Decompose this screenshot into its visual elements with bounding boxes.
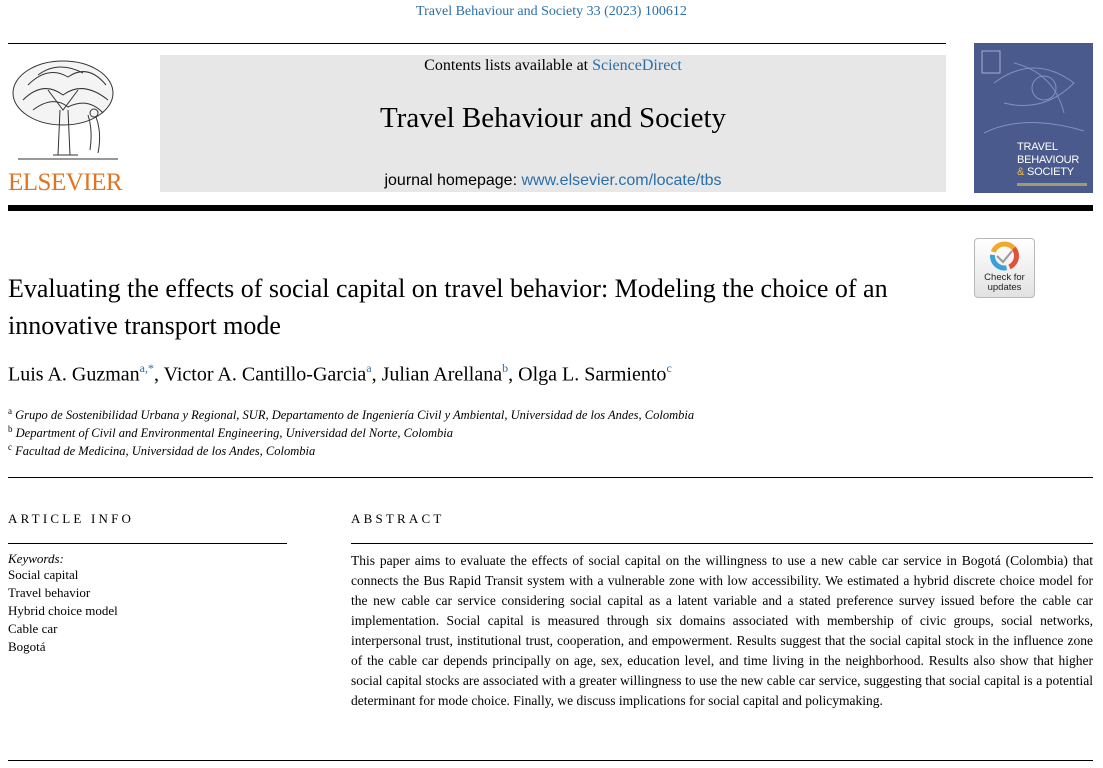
affiliation-a: $^a$ Grupo de Sostenibilidad Urbana y Regional, SUR, Departamento de Ingeniería Civil y Ambiental, Universidad de los Andes, Colombia [8,406,695,423]
journal-citation[interactable]: Travel Behaviour and Society 33 (2023) 100612 [416,4,687,19]
article-title: Evaluating the effects of social capital on travel behavior: Modeling the choice of an innovative transport mode [8,274,888,340]
article-info-rule [8,543,287,544]
cover-title: TRAVEL BEHAVIOUR & SOCIETY [1017,141,1080,178]
sciencedirect-link[interactable]: ScienceDirect [592,57,682,74]
author-name[interactable]: Olga L. Sarmiento [518,363,667,386]
publisher-name: ELSEVIER [8,169,123,196]
elsevier-logo[interactable] [8,55,133,195]
affiliation-c: $^c$ Facultad de Medicina, Universidad de los Andes, Colombia [8,442,316,459]
check-for-updates-button[interactable] [974,238,1035,298]
homepage-line [160,172,946,190]
keyword-item[interactable]: Cable car [8,621,58,636]
keyword-item[interactable]: Travel behavior [8,585,91,600]
keyword-item[interactable]: Hybrid choice model [8,603,118,618]
abstract-rule [351,543,1093,544]
article-info-heading: ARTICLE INFO [8,511,135,526]
check-updates-label: Check for updates [984,272,1025,293]
journal-cover[interactable] [974,43,1093,193]
keyword-item[interactable]: Social capital [8,567,79,582]
abstract-text: This paper aims to evaluate the effects of social capital on the willingness to use a new cable car service in Bogotá (Colombia) that connects the Bus Rapid Transit system with a vulnerable zone with low accessibility. We estimated a hybrid discrete choice model for the new cable car service considering social capital as a latent variable and a stated preference survey issued before the cable car implementation. Social capital is measured through six domains associated with membership of civic groups, social networks, interpersonal trust, institutional trust, cooperation, and empowerment. Results suggest that the social capital stock in the influence zone of the cable car depends principally on age, sex, education level, and time living in the neighborhood. Results also show that higher social capital stocks are associated with a greater willingness to use the new cable car service, suggesting that social capital is a potential determinant for mode choice. Finally, we discuss implications for social capital and policymaking. [351,553,1093,708]
author-name[interactable]: Victor A. Cantillo-Garcia [163,363,367,386]
journal-homepage-link[interactable]: www.elsevier.com/locate/tbs [521,172,722,189]
author-affiliation-mark[interactable]: c [666,361,672,375]
journal-title: Travel Behaviour and Society [379,102,727,134]
author-name[interactable]: Julian Arellana [381,363,503,386]
section-divider [8,477,1093,478]
keyword-item[interactable]: Bogotá [8,639,46,654]
contents-line [160,57,946,75]
abstract-heading: ABSTRACT [351,511,445,526]
bottom-rule [8,760,1093,761]
header-top-rule [8,43,946,44]
author-affiliation-mark[interactable]: a,* [139,361,154,375]
author-affiliation-mark[interactable]: a [366,361,372,375]
check-updates-icon [975,239,1034,273]
keywords-label: Keywords: [8,551,64,566]
cover-subline [1017,183,1087,186]
author-list: Luis A. Guzman$^{a,*}$, Victor A. Cantillo-Garcia$^a$, Julian Arellana$^b$, Olga L. Sarmiento$^c$ [8,361,672,386]
elsevier-tree-icon [8,55,133,167]
author-affiliation-mark[interactable]: b [502,361,509,375]
contents-prefix: Contents lists available at [424,57,593,74]
affiliation-b: $^b$ Department of Civil and Environmental Engineering, Universidad del Norte, Colombia [8,424,453,441]
header-thick-rule [8,205,1093,211]
homepage-prefix: journal homepage: [384,172,522,189]
author-name[interactable]: Luis A. Guzman [8,363,140,386]
